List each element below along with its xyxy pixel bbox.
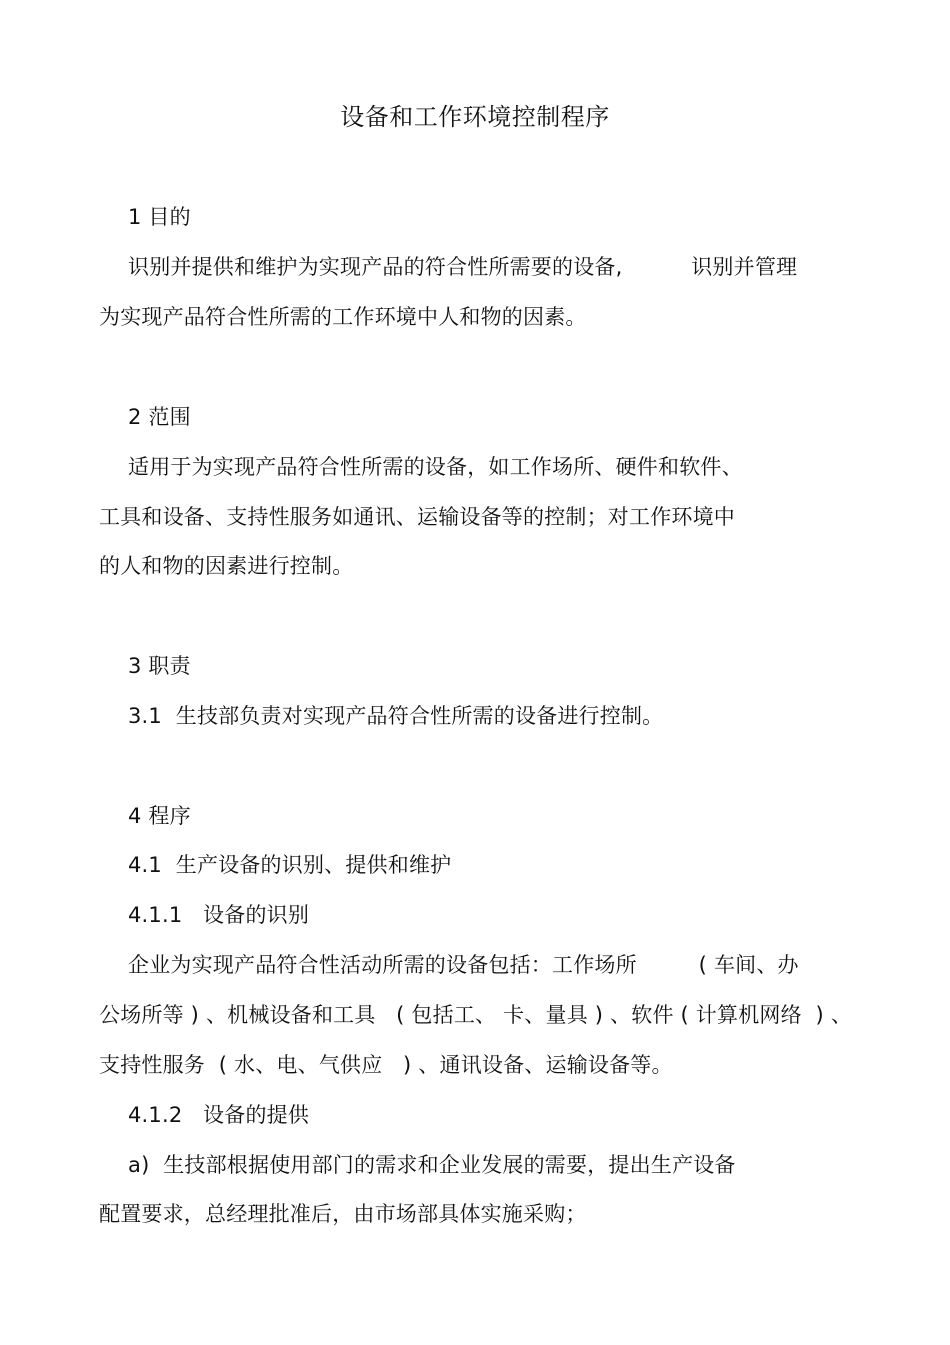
section-heading-responsibility: 3 职责 <box>128 654 191 678</box>
subsection-heading: 4.1.1 设备的识别 <box>128 903 310 927</box>
document-title: 设备和工作环境控制程序 <box>340 103 610 131</box>
section-heading-purpose: 1 目的 <box>128 205 191 229</box>
paragraph-line: 的人和物的因素进行控制。 <box>99 554 354 578</box>
subsection-heading: 4.1.2 设备的提供 <box>128 1103 310 1127</box>
paragraph-line: 企业为实现产品符合性活动所需的设备包括：工作场所 ( 车间、办 <box>128 953 799 977</box>
section-heading-scope: 2 范围 <box>128 405 191 429</box>
paragraph-line: 3.1 生技部负责对实现产品符合性所需的设备进行控制。 <box>128 704 664 728</box>
paragraph-line: 工具和设备、支持性服务如通讯、运输设备等的控制；对工作环境中 <box>99 505 735 529</box>
paragraph-line: 公场所等 ) 、机械设备和工具 ( 包括工、 卡、量具 ) 、软件 ( 计算机网络 ) 、 <box>99 1003 853 1027</box>
subsection-heading: 4.1 生产设备的识别、提供和维护 <box>128 853 452 877</box>
paragraph-line: 识别并提供和维护为实现产品的符合性所需要的设备, 识别并管理 <box>128 255 798 279</box>
paragraph-line: 支持性服务 ( 水、电、气供应 ) 、通讯设备、运输设备等。 <box>99 1053 673 1077</box>
section-heading-procedure: 4 程序 <box>128 804 191 828</box>
paragraph-line: 适用于为实现产品符合性所需的设备，如工作场所、硬件和软件、 <box>128 455 743 479</box>
paragraph-line: 为实现产品符合性所需的工作环境中人和物的因素。 <box>99 305 587 329</box>
paragraph-line: 配置要求，总经理批准后，由市场部具体实施采购； <box>99 1202 587 1226</box>
paragraph-line: a) 生技部根据使用部门的需求和企业发展的需要，提出生产设备 <box>128 1153 736 1177</box>
